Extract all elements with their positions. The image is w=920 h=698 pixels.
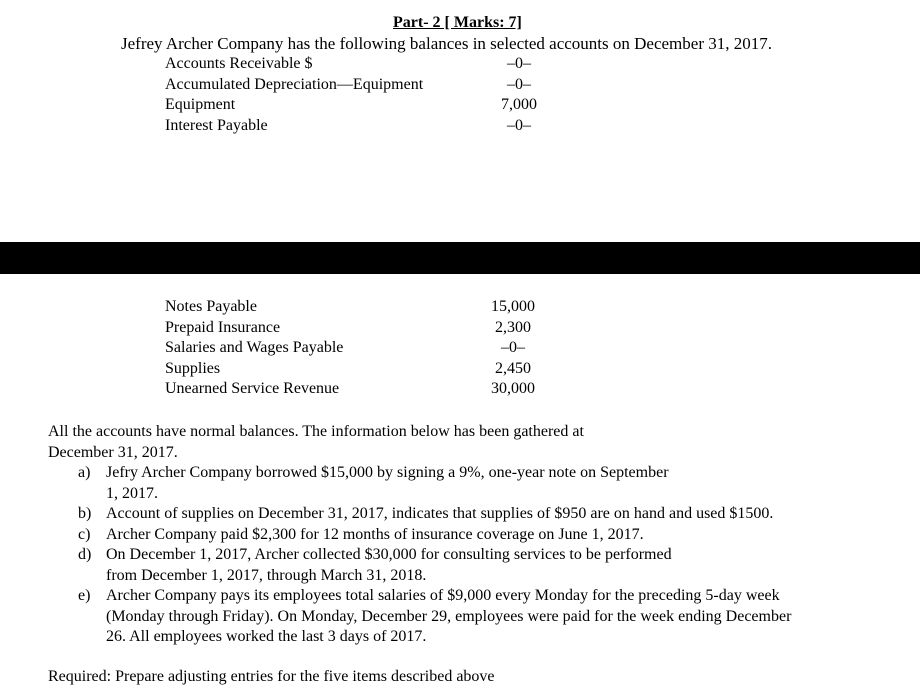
account-name: Prepaid Insurance <box>165 318 281 336</box>
list-item-line: Jefry Archer Company borrowed $15,000 by signing a 9%, one-year note on September <box>106 464 669 481</box>
list-item-line: Account of supplies on December 31, 2017, indicates that supplies of $950 are on hand and used $1500. <box>106 505 774 522</box>
list-item-label: c) <box>78 525 91 543</box>
list-item-line: On December 1, 2017, Archer collected $30,000 for consulting services to be performed <box>106 546 672 563</box>
list-item-label: d) <box>78 546 92 563</box>
account-name: Notes Payable <box>165 298 257 315</box>
list-item-label: b) <box>78 505 92 522</box>
list-item-line: 26. All employees worked the last 3 days of 2017. <box>106 628 427 645</box>
account-name: Unearned Service Revenue <box>165 380 340 397</box>
account-value: –0– <box>507 75 531 93</box>
part-heading: Part- 2 [ Marks: 7] <box>393 14 522 31</box>
account-value: 7,000 <box>501 96 537 113</box>
account-value: –0– <box>507 55 531 72</box>
intro-text: Jefrey Archer Company has the following balances in selected accounts on December 31, 2017. <box>121 34 772 53</box>
list-item-label: e) <box>78 587 91 604</box>
account-value: 30,000 <box>491 380 535 397</box>
account-name: Interest Payable <box>165 116 268 134</box>
list-item-line: (Monday through Friday). On Monday, December 29, employees were paid for the week ending December <box>106 607 792 625</box>
list-item-line: from December 1, 2017, through March 31, 2018. <box>106 566 427 584</box>
account-name: Supplies <box>165 359 221 377</box>
required-text: Required: Prepare adjusting entries for the five items described above <box>48 668 495 685</box>
account-value: 15,000 <box>491 298 535 315</box>
account-value: 2,300 <box>495 318 531 336</box>
info-paragraph-line: All the accounts have normal balances. The information below has been gathered at <box>48 423 584 440</box>
account-name: Accumulated Depreciation—Equipment <box>165 75 424 93</box>
account-value: 2,450 <box>495 359 531 377</box>
account-name: Equipment <box>165 96 236 113</box>
list-item-line: 1, 2017. <box>106 484 158 502</box>
account-value: –0– <box>501 339 525 356</box>
list-item-label: a) <box>78 464 91 481</box>
account-value: –0– <box>507 116 531 134</box>
list-item-line: Archer Company paid $2,300 for 12 months of insurance coverage on June 1, 2017. <box>106 525 644 543</box>
info-paragraph-line: December 31, 2017. <box>48 443 178 461</box>
list-item-line: Archer Company pays its employees total salaries of $9,000 every Monday for the preceding 5-day week <box>106 587 780 604</box>
redaction-bar <box>0 242 920 274</box>
account-name: Accounts Receivable $ <box>165 55 313 72</box>
account-name: Salaries and Wages Payable <box>165 339 344 356</box>
